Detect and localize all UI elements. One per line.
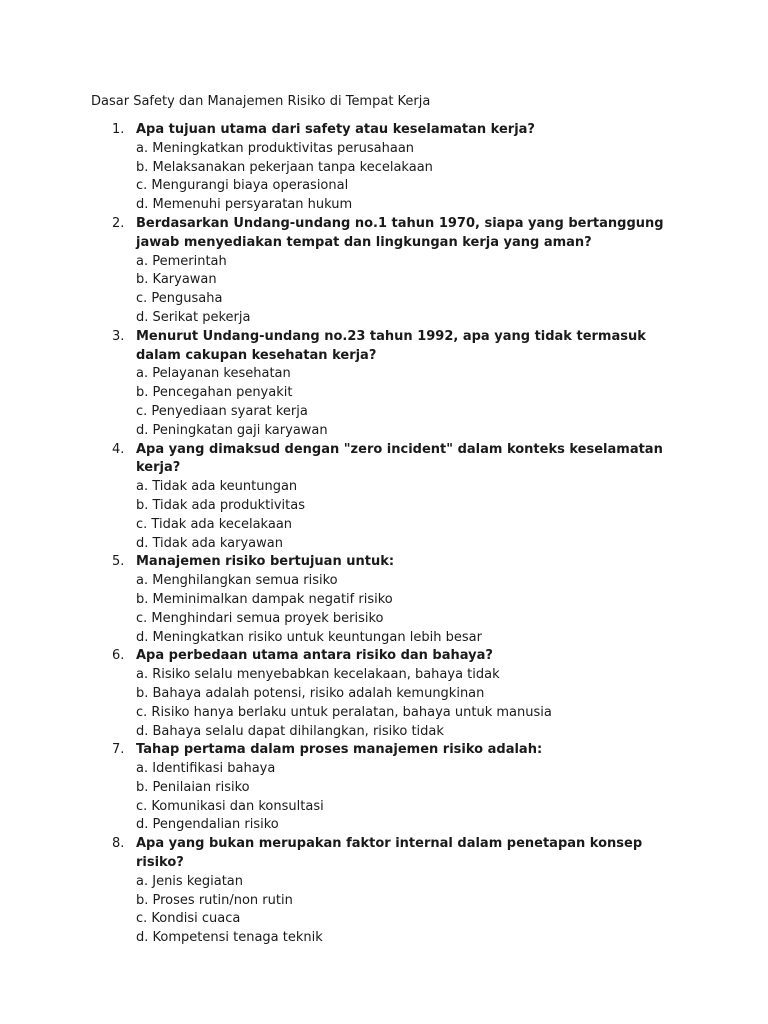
question-number: 1. <box>112 122 125 137</box>
answer-option: b. Proses rutin/non rutin <box>136 892 293 908</box>
answer-option: a. Tidak ada keuntungan <box>136 479 298 495</box>
answer-option: b. Melaksanakan pekerjaan tanpa kecelakaan <box>136 159 433 175</box>
answer-option: c. Mengurangi biaya operasional <box>136 178 349 194</box>
question-item <box>0 741 768 835</box>
question-text: Menurut Undang-undang no.23 tahun 1992, apa yang tidak termasuk dalam cakupan kesehatan kerja? <box>136 328 646 363</box>
question-item <box>0 328 768 441</box>
answer-options <box>0 140 768 215</box>
answer-options <box>0 478 768 553</box>
question-text: Tahap pertama dalam proses manajemen risiko adalah: <box>136 742 543 758</box>
question-number: 5. <box>112 554 125 570</box>
answer-option: a. Identifikasi bahaya <box>136 761 276 777</box>
question-item <box>0 121 768 215</box>
question-item <box>0 441 768 554</box>
question-text: Apa yang dimaksud dengan "zero incident" dalam konteks keselamatan kerja? <box>136 441 663 476</box>
question-number: 7. <box>112 742 125 758</box>
answer-option: c. Risiko hanya berlaku untuk peralatan, bahaya untuk manusia <box>136 704 552 720</box>
answer-options <box>0 760 768 835</box>
answer-option: b. Meminimalkan dampak negatif risiko <box>136 591 393 607</box>
question-text: Manajemen risiko bertujuan untuk: <box>136 554 395 570</box>
answer-option: d. Kompetensi tenaga teknik <box>136 930 323 946</box>
answer-options <box>0 873 768 948</box>
question-item <box>0 835 768 948</box>
question-number: 3. <box>112 328 125 344</box>
question-item <box>0 647 768 741</box>
answer-option: d. Serikat pekerja <box>136 309 251 325</box>
question-text: Apa perbedaan utama antara risiko dan bahaya? <box>136 648 493 664</box>
question-text: Apa tujuan utama dari safety atau keselamatan kerja? <box>136 122 535 137</box>
answer-option: a. Meningkatkan produktivitas perusahaan <box>136 140 415 156</box>
answer-option: a. Pelayanan kesehatan <box>136 366 291 382</box>
question-text: Berdasarkan Undang-undang no.1 tahun 1970, siapa yang bertanggung jawab menyediakan tempat dan lingkungan kerja yang aman? <box>136 215 664 250</box>
question-number: 8. <box>112 836 125 852</box>
answer-option: c. Menghindari semua proyek berisiko <box>136 610 384 626</box>
answer-option: a. Menghilangkan semua risiko <box>136 573 338 589</box>
question-item <box>0 553 768 647</box>
answer-option: c. Penyediaan syarat kerja <box>136 403 308 419</box>
question-number: 2. <box>112 215 125 231</box>
answer-option: c. Tidak ada kecelakaan <box>136 516 293 532</box>
answer-option: d. Peningkatan gaji karyawan <box>136 422 328 438</box>
answer-option: d. Bahaya selalu dapat dihilangkan, risiko tidak <box>136 723 444 739</box>
answer-option: b. Penilaian risiko <box>136 779 250 795</box>
answer-option: d. Memenuhi persyaratan hukum <box>136 197 353 213</box>
answer-option: c. Komunikasi dan konsultasi <box>136 798 324 814</box>
answer-options <box>0 666 768 741</box>
document-title: Dasar Safety dan Manajemen Risiko di Tempat Kerja <box>91 94 431 109</box>
question-text: Apa yang bukan merupakan faktor internal dalam penetapan konsep risiko? <box>136 836 643 871</box>
question-item <box>0 215 768 328</box>
answer-option: a. Risiko selalu menyebabkan kecelakaan, bahaya tidak <box>136 667 500 683</box>
question-list <box>0 121 768 948</box>
answer-options <box>0 253 768 328</box>
answer-option: b. Tidak ada produktivitas <box>136 497 305 513</box>
answer-option: b. Bahaya adalah potensi, risiko adalah kemungkinan <box>136 685 485 701</box>
answer-option: a. Pemerintah <box>136 253 227 269</box>
answer-option: b. Karyawan <box>136 272 217 288</box>
question-number: 6. <box>112 648 125 664</box>
answer-option: c. Kondisi cuaca <box>136 911 241 927</box>
answer-option: b. Pencegahan penyakit <box>136 385 293 401</box>
answer-option: d. Meningkatkan risiko untuk keuntungan lebih besar <box>136 629 482 645</box>
answer-option: d. Pengendalian risiko <box>136 817 279 833</box>
answer-options <box>0 365 768 440</box>
question-number: 4. <box>112 441 125 457</box>
answer-option: c. Pengusaha <box>136 291 223 307</box>
answer-option: d. Tidak ada karyawan <box>136 535 283 551</box>
answer-option: a. Jenis kegiatan <box>136 873 244 889</box>
answer-options <box>0 572 768 647</box>
